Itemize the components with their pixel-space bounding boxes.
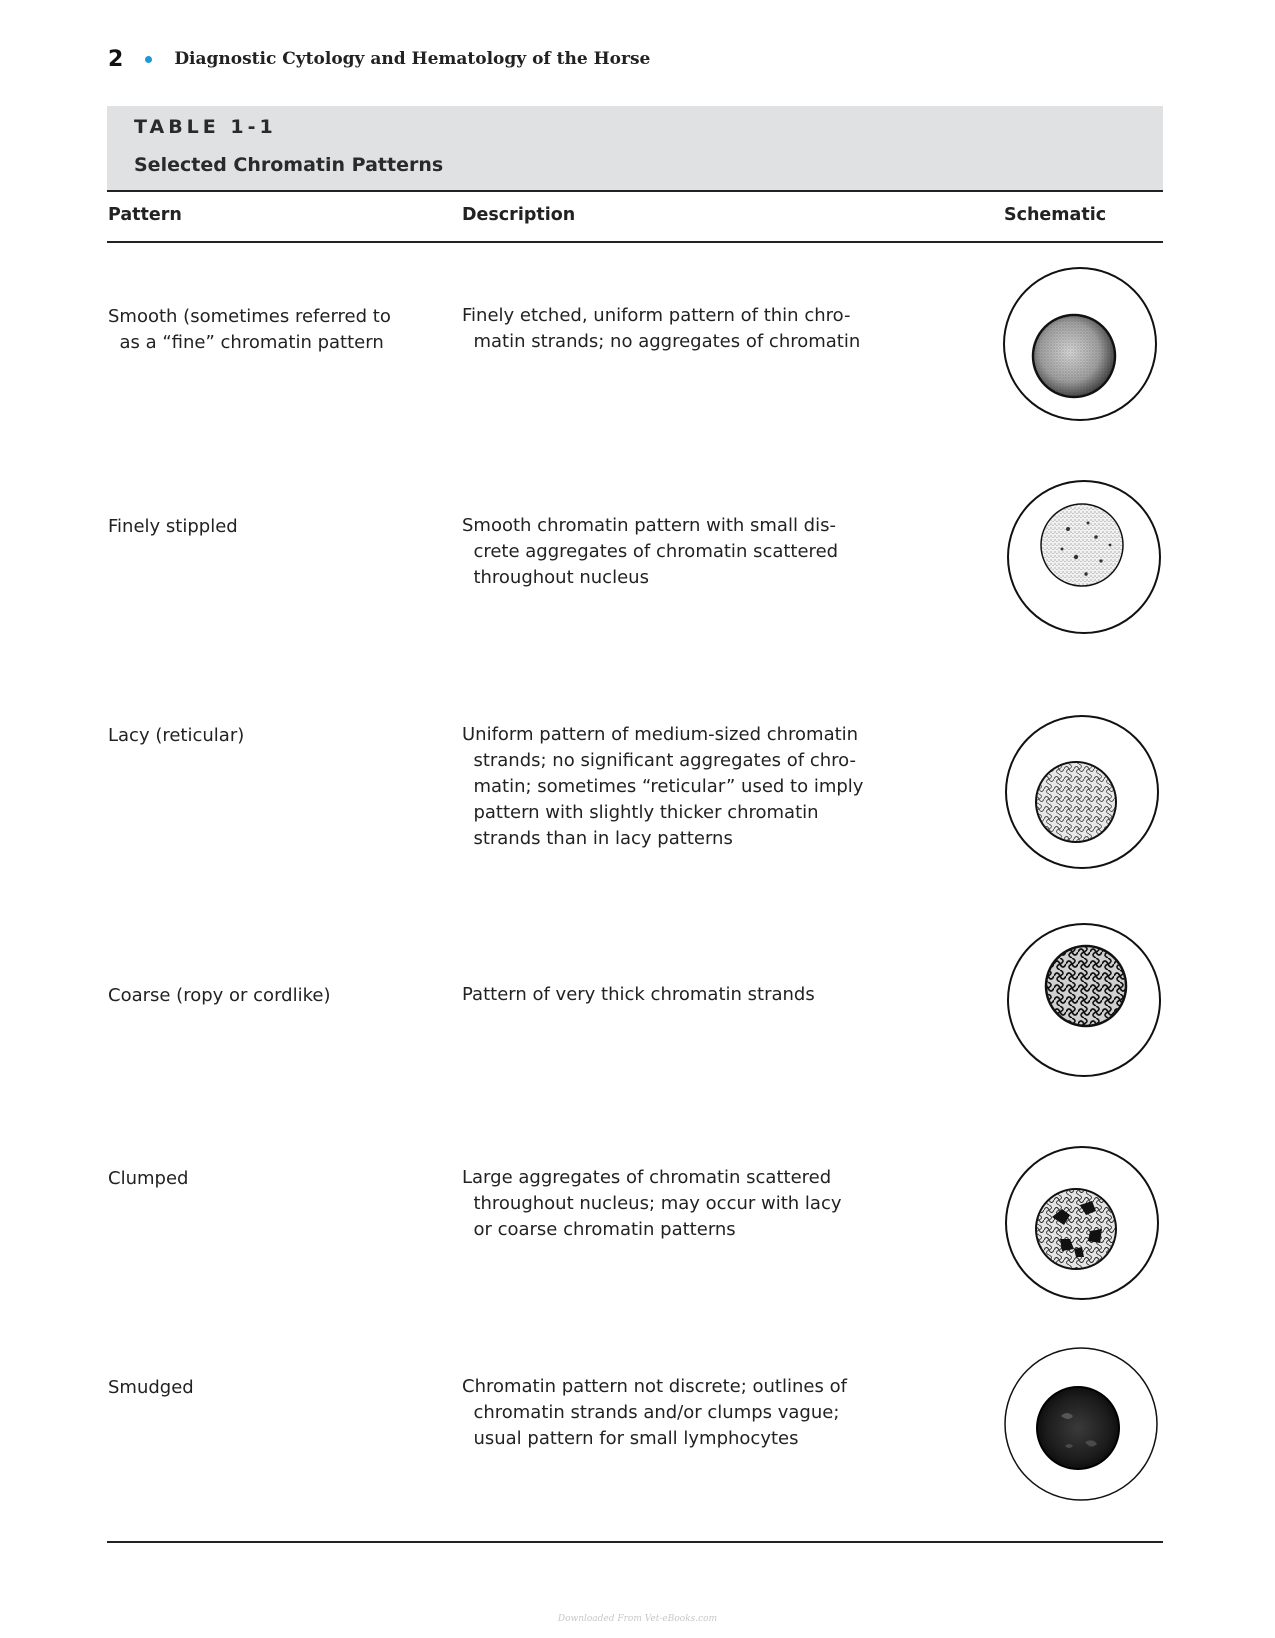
column-header-description: Description <box>462 205 576 225</box>
footer-download-note: Downloaded From Vet-eBooks.com <box>557 1614 718 1624</box>
header-bottom-rule <box>107 241 1163 243</box>
row-pattern-smooth: Smooth (sometimes referred to as a “fine” chromatin pattern <box>108 306 391 353</box>
column-header-schematic: Schematic <box>1004 205 1107 225</box>
row-description-coarse: Pattern of very thick chromatin strands <box>462 984 815 1005</box>
row-pattern-finely-stippled: Finely stippled <box>108 516 238 537</box>
row-description-smooth: Finely etched, uniform pattern of thin chro- matin strands; no aggregates of chromatin <box>462 305 861 352</box>
row-pattern-coarse: Coarse (ropy or cordlike) <box>108 985 331 1006</box>
finely-stippled-chromatin-nucleus-icon <box>1006 479 1166 639</box>
row-pattern-lacy: Lacy (reticular) <box>108 725 245 746</box>
clumped-chromatin-nucleus-icon <box>1004 1145 1164 1305</box>
smudged-chromatin-nucleus-icon <box>1003 1346 1163 1506</box>
row-description-finely-stippled: Smooth chromatin pattern with small dis- crete aggregates of chromatin scattered throughout nucleus <box>462 515 839 588</box>
column-header-pattern: Pattern <box>108 205 182 225</box>
running-head <box>108 44 650 74</box>
book-title: Diagnostic Cytology and Hematology of the Horse <box>174 49 651 69</box>
row-description-smudged: Chromatin pattern not discrete; outlines of chromatin strands and/or clumps vague; usual pattern for small lymphocytes <box>462 1376 847 1449</box>
table-title-band <box>107 106 1163 190</box>
lacy-chromatin-nucleus-icon <box>1004 714 1164 874</box>
page-number: 2 <box>108 46 124 72</box>
row-pattern-clumped: Clumped <box>108 1168 189 1189</box>
table-title: Selected Chromatin Patterns <box>134 154 444 176</box>
smooth-chromatin-nucleus-icon <box>1002 266 1162 426</box>
table-top-rule <box>107 190 1163 192</box>
table-label: TABLE 1-1 <box>134 116 277 138</box>
coarse-chromatin-nucleus-icon <box>1006 922 1166 1082</box>
row-description-clumped: Large aggregates of chromatin scattered throughout nucleus; may occur with lacy or coarse chromatin patterns <box>462 1167 842 1240</box>
bullet-icon <box>145 56 152 63</box>
row-description-lacy: Uniform pattern of medium-sized chromatin strands; no significant aggregates of chro- matin; sometimes “reticular” used to imply pattern with slightly thicker chromatin strands than in lacy patterns <box>462 724 864 849</box>
row-pattern-smudged: Smudged <box>108 1377 194 1398</box>
table-bottom-rule <box>107 1541 1163 1543</box>
